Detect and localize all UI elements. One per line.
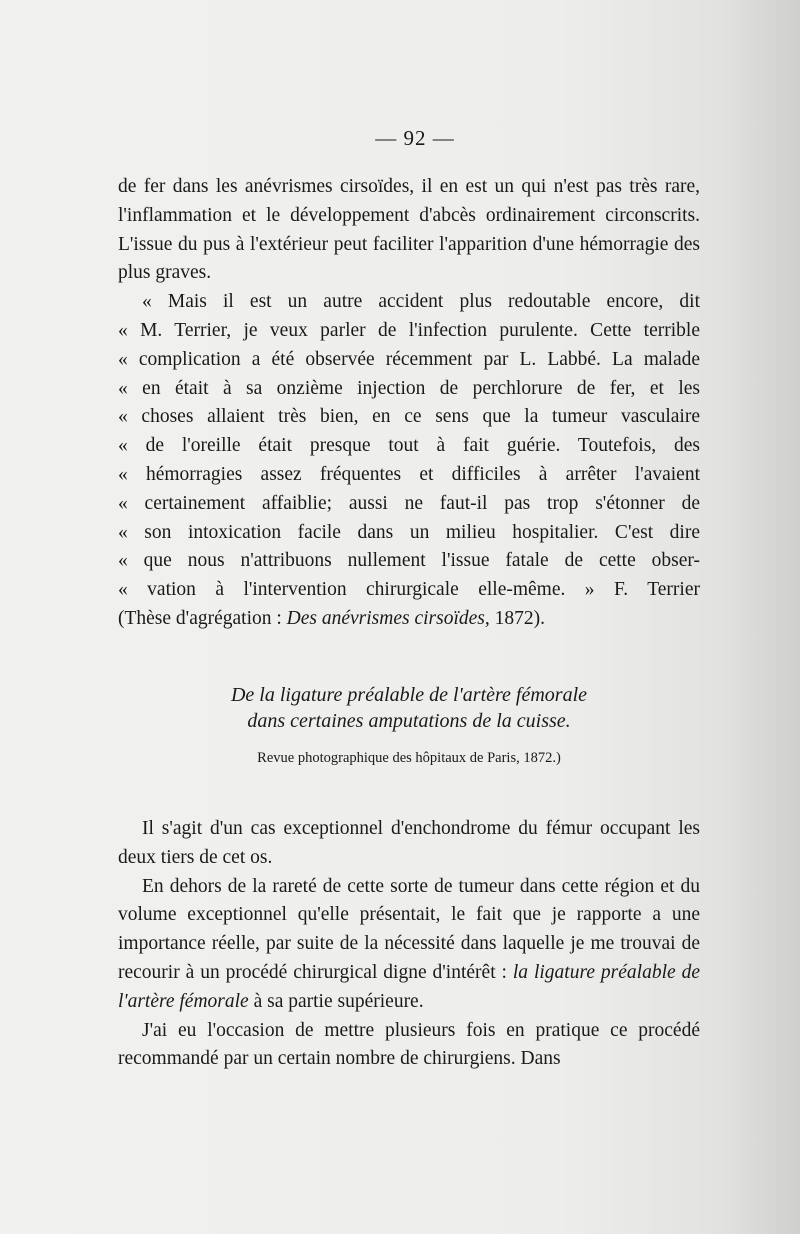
paragraph-abscess: de fer dans les anévrismes cirsoïdes, il en est un qui n'est pas très rare, l'inflammation et le développement d'abcès ordinairement circonscrits. L'issue du pus à l'extérieur peut faciliter l'apparition d'une hémorragie des plus graves.	[118, 176, 700, 284]
quote-line: « de l'oreille était presque tout à fait guérie. Toutefois, des	[118, 435, 700, 457]
quote-line: « Mais il est un autre accident plus redoutable encore, dit	[142, 291, 700, 313]
quote-line: « que nous n'attribuons nullement l'issue fatale de cette obser-	[118, 550, 700, 572]
page-number: — 92 —	[375, 126, 455, 150]
paragraph-enchondroma: Il s'agit d'un cas exceptionnel d'enchondrome du fémur occupant les deux tiers de cet os.	[118, 818, 700, 868]
paragraph-ligature-before: En dehors de la rareté de cette sorte de tumeur dans cette région et du volume exceptionnel qu'elle présentait, le fait que je rapporte a une importance réelle, par suite de la nécessité dans laquelle je me trouvai de recourir à un procédé chirurgical digne d'intérêt :	[118, 875, 700, 983]
paragraph-ligature	[118, 873, 700, 1017]
citation-suffix: 1872).	[489, 607, 545, 629]
quote-line: « choses allaient très bien, en ce sens que la tumeur vasculaire	[118, 406, 700, 428]
quote-line: « certainement affaiblie; aussi ne faut-il pas trop s'étonner de	[118, 492, 700, 514]
quote-line: « son intoxication facile dans un milieu hospitalier. C'est dire	[118, 521, 700, 543]
heading-line: De la ligature préalable de l'artère fémorale	[230, 684, 588, 706]
quote-line: « vation à l'intervention chirurgicale elle-même. » F. Terrier	[118, 579, 700, 601]
paragraph-ligature-emphasis: la ligature préalable de l'artère fémorale	[118, 961, 700, 1012]
section-heading	[118, 682, 700, 734]
heading-line: dans certaines amputations de la cuisse.	[247, 710, 571, 732]
citation	[118, 605, 700, 634]
paragraph-ligature-after: à sa partie supérieure.	[248, 990, 424, 1012]
quote-line: « hémorragies assez fréquentes et difficiles à arrêter l'avaient	[118, 463, 700, 485]
paragraph-procedure: J'ai eu l'occasion de mettre plusieurs fois en pratique ce procédé recommandé par un certain nombre de chirurgiens. Dans	[118, 1019, 700, 1070]
quote-line: « complication a été observée récemment par L. Labbé. La malade	[118, 348, 700, 370]
quote-line: « M. Terrier, je veux parler de l'infection purulente. Cette terrible	[118, 319, 700, 341]
quotation-terrier	[118, 288, 700, 634]
quote-line: « en était à sa onzième injection de perchlorure de fer, et les	[118, 377, 700, 399]
citation-prefix: (Thèse d'agrégation :	[118, 607, 287, 629]
text-block-lower	[118, 815, 700, 1074]
source-reference: Revue photographique des hôpitaux de Paris, 1872.)	[257, 750, 561, 766]
text-block-upper	[118, 173, 700, 634]
citation-title: Des anévrismes cirsoïdes,	[286, 607, 490, 629]
